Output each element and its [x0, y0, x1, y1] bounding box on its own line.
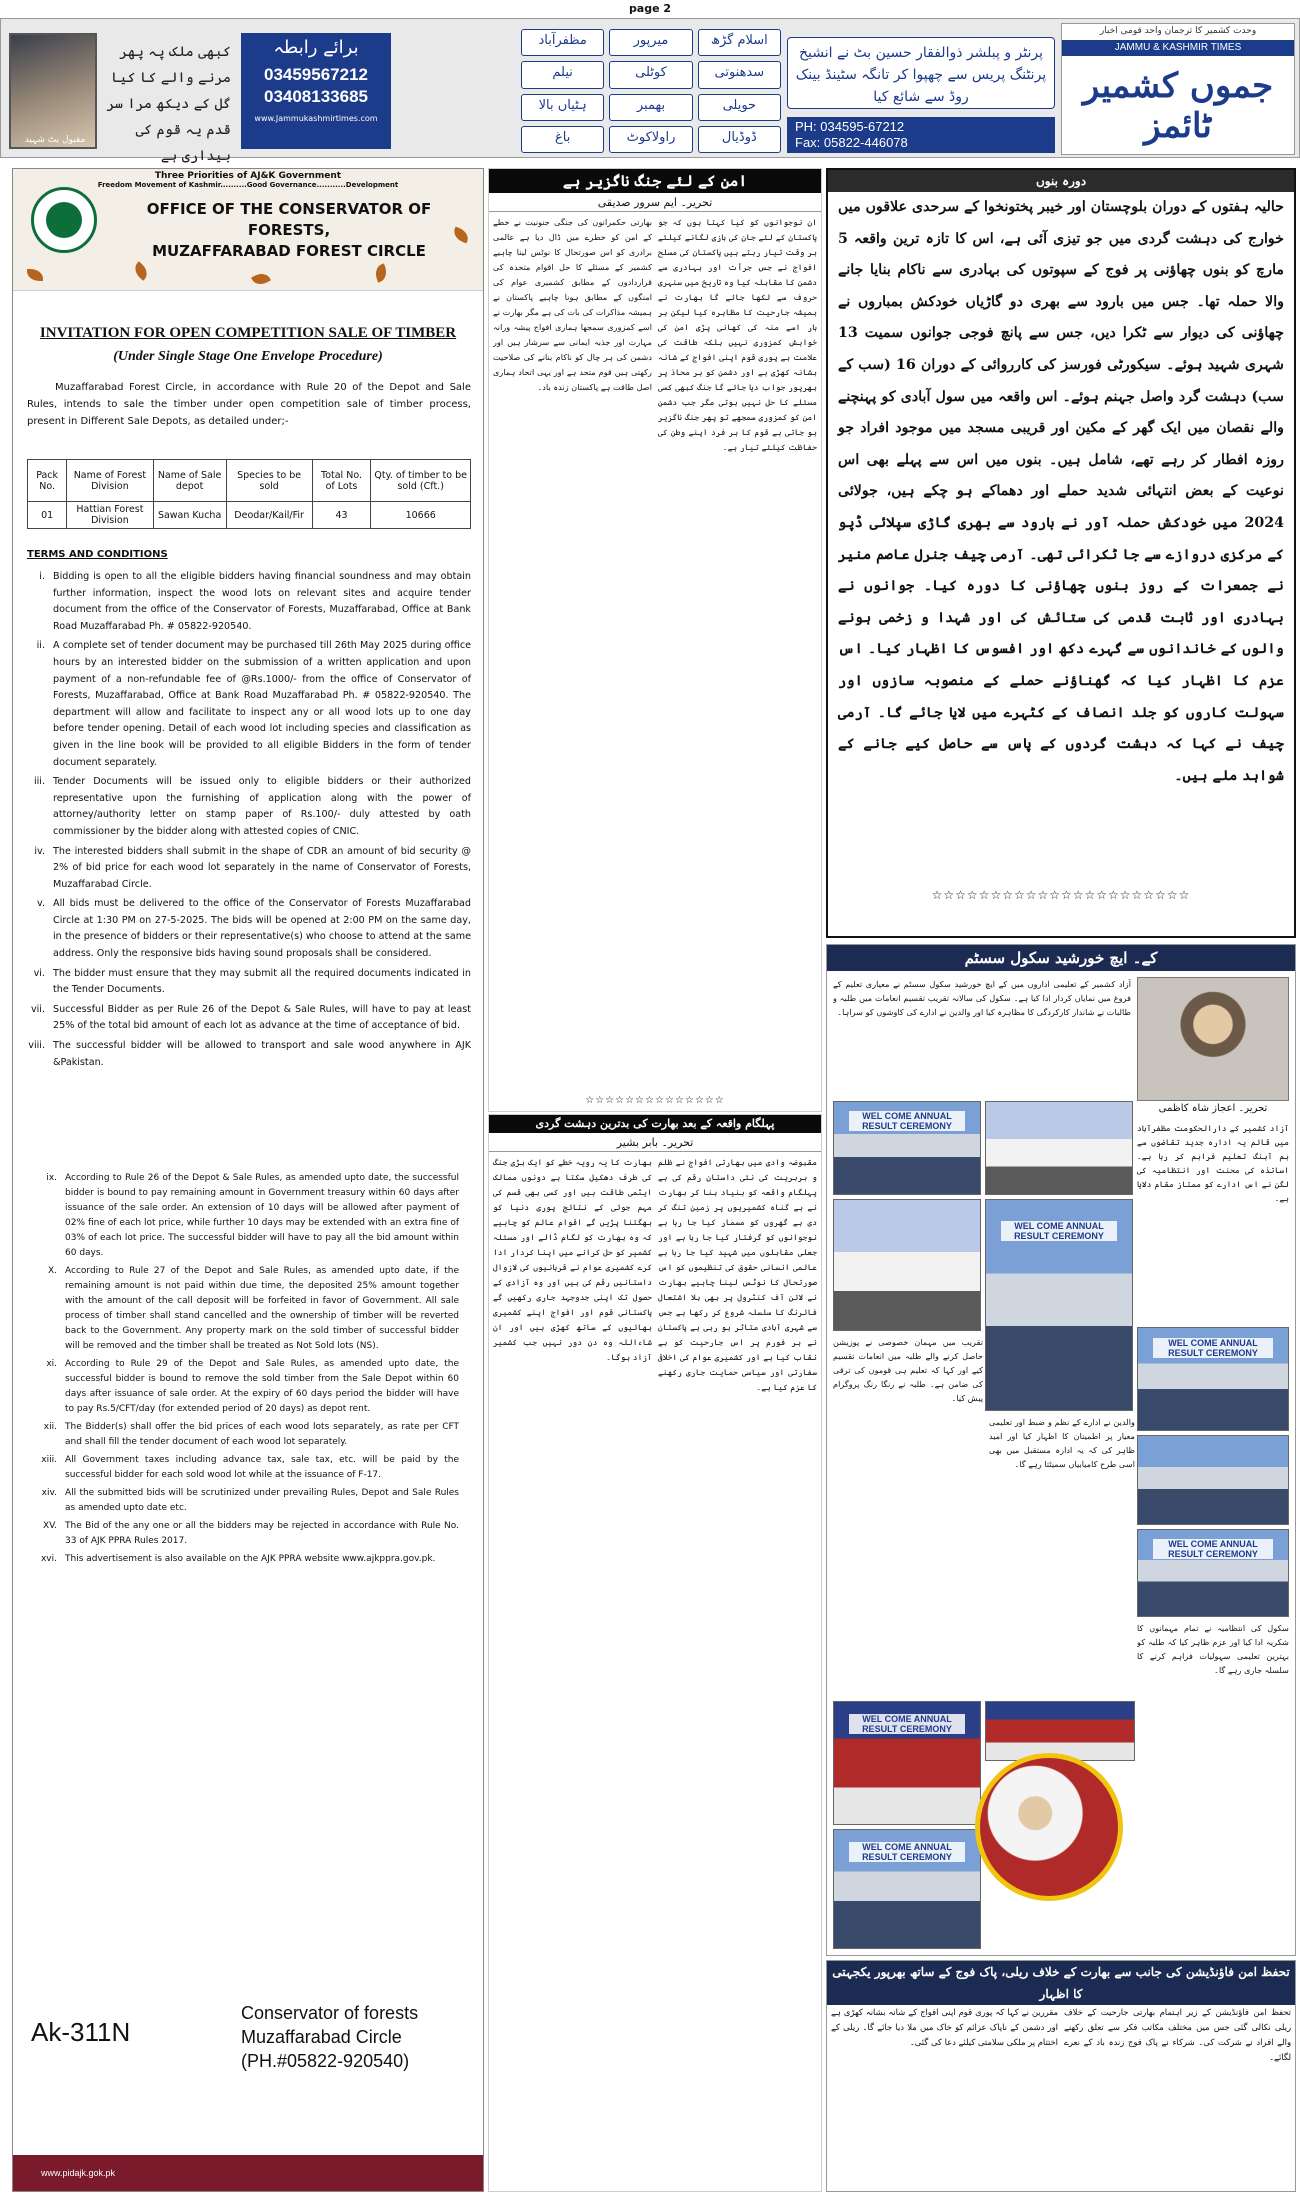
term-text: The Bid of the any one or all the bidders may be rejected in accordance with Rule No. 33 of AJK PPRA Rules 2017. — [65, 1521, 459, 1546]
article-peace-war — [488, 168, 822, 1112]
terms-list-continued — [39, 1171, 459, 1570]
signatory-line-1: Conservator of forests — [241, 2003, 419, 2023]
table-header-cell: Total No. of Lots — [312, 460, 371, 502]
article-column-left: بھارتی حکمرانوں کی جنگی جنونیت نے خطے کے امن کو خطرے میں ڈال دیا ہے عالمی برادری کو اس صورتحال کا نوٹس لینا چاہیے کشمیر کے مسئلے کا حل اقوام متحدہ کی قراردادوں کے مطابق کشمیری عوام کی امنگوں کے مطابق ہونا چاہیے پاکستان نے ہمیشہ مذاکرات کی بات کی ہے مگر بھارت نے اسے کمزوری سمجھا ہماری افواج پیشہ ورانہ مہارت اور جذبہ ایمانی سے سرشار ہیں اور دشمن کی ہر چال کو ناکام بنانے کی صلاحیت رکھتی ہیں قوم متحد ہے اور یہی اتحاد ہماری اصل طاقت ہے پاکستان زندہ باد۔ — [493, 217, 652, 392]
phone-line: PH: 034595-67212 — [795, 119, 905, 134]
term-number: v. — [37, 898, 45, 910]
ad-intro: Muzaffarabad Forest Circle, in accordance with Rule 20 of the Depot and Sale Rules, intends to sale the timber under open competition sale of timber process, present in Different Sale Depots, as detailed under;- — [27, 382, 471, 427]
term-text: The bidder must ensure that they may submit all the required documents indicated in the Tender Documents. — [53, 967, 471, 996]
terms-list — [27, 569, 471, 1074]
city-label: باغ — [521, 126, 604, 153]
term-text: The Bidder(s) shall offer the bid prices of each wood lots separately, as rate per CFT and shall fill the tender document of each wood lot separately. — [65, 1422, 459, 1447]
term-text: Bidding is open to all the eligible bidders having financial soundness and may obtain further information, inspect the wood lots on relevant sites and acquire tender document from the office of the Conservator of Forests, Muzaffarabad, Office at Bank Road Muzaffarabad Ph. # 05822-920540. — [53, 571, 471, 632]
leaf-icon — [251, 270, 271, 288]
city-label: حویلی — [698, 94, 781, 121]
table-cell: 43 — [312, 502, 371, 529]
term-text: This advertisement is also available on the AJK PPRA website www.ajkppra.gov.pk. — [65, 1554, 436, 1564]
city-label: اسلام گڑھ — [698, 29, 781, 56]
table-header-cell: Qty. of timber to be sold (Cft.) — [371, 460, 471, 502]
term-text: A complete set of tender document may be purchased till 26th May 2025 during office hours by an interested bidder on the submission of a written application and upon payment of a non-refundable fee of @Rs.1000/- from the office of Conservator of Forests, Muzaffarabad, Office at Bank Road Muzaffarabad Ph. # 05822-920540. The department will allow and facilitate to inspect any or all wood lots up to one day before tender opening. Detail of each wood lot including species and classification as given in the line book will be provided to all eligible Bidders in the form of tender document separately. — [53, 640, 471, 768]
term-item — [27, 896, 471, 962]
table-cell: Hattian Forest Division — [67, 502, 153, 529]
ceremony-photo — [985, 1199, 1133, 1411]
author-photo — [1137, 977, 1289, 1101]
term-item — [27, 569, 471, 635]
term-number: iii. — [33, 776, 45, 788]
city-label: سدھنوتی — [698, 61, 781, 88]
term-item — [39, 1264, 459, 1354]
term-number: xi. — [46, 1359, 57, 1369]
city-label: ڈوڈیال — [698, 126, 781, 153]
article-headline: تحفظ امن فاؤنڈیشن کی جانب سے بھارت کے خلاف ریلی، پاک فوج کے ساتھ بھرپور یکجہتی کا اظہار — [827, 1961, 1295, 2005]
ad-header — [13, 169, 483, 291]
article-headline: کے۔ ایچ خورشید سکول سسٹم — [827, 945, 1295, 971]
term-number: i. — [39, 571, 45, 582]
term-text: The successful bidder will be allowed to transport and sale wood anywhere in AJK &Pakistan. — [53, 1040, 471, 1068]
term-number: X. — [47, 1266, 57, 1276]
contact-phone-2: 03408133685 — [263, 87, 368, 106]
term-item — [39, 1171, 459, 1261]
article-column-left: مقررین نے کہا کہ پوری قوم اپنی افواج کے شانہ بشانہ کھڑی ہے اور دشمن کے ناپاک عزائم کو خاک میں ملا دیا جائے گا۔ ریلی کے اختتام پر ملکی سلامتی کیلئے دعا کی گئی۔ — [831, 2007, 1058, 2047]
government-seal-icon — [31, 187, 97, 253]
term-text: According to Rule 26 of the Depot & Sale Rules, as amended upto date, the successful bidder is bound to pay remaining amount in Government treasury within 60 days after issuance of the sale order. An extension of 10 days will be allowed after payment of 02% fine of each lot price, while further 10 days may be extended with an extra fine of 03% of each lot price. The successful bidder will have to pay all the bid amount within 60 days. — [65, 1173, 459, 1258]
term-text: All bids must be delivered to the office of the Conservator of Forests Muzaffarabad Circle at 1:30 PM on 27-5-2025. The bids will be opened at 2:00 PM on the same day, in the presence of bidders or their representative(s) who choose to attend at the same address. Only the responsive bids having sound proposals shall be considered. — [53, 898, 471, 960]
table-header-cell: Name of Sale depot — [153, 460, 226, 502]
table-header-cell: Species to be sold — [226, 460, 312, 502]
article-column-right: ان نوجوانوں کو کیا کہتا ہوں کہ جو پاکستان کے لئے جان کی بازی لگانے کیلئے ہر وقت تیار رہتے ہیں پاکستان کی مسلح افواج نے جس جرأت اور بہادری سے دشمن کا مقابلہ کیا وہ تاریخ میں سنہری حروف سے لکھا جائے گا بھارت نے ہمیشہ جارحیت کا مظاہرہ کیا لیکن ہر بار اسے منہ کی کھانی پڑی امن کی خواہش کمزوری نہیں بلکہ طاقت کی علامت ہے پوری قوم اپنی افواج کے شانہ بشانہ کھڑی ہے اور دشمن کو ہر محاذ پر بھرپور جواب دیا جائے گا جنگ کبھی کسی مسئلے کا حل نہیں ہوتی مگر جب دشمن امن کو کمزوری سمجھے تو پھر جنگ ناگزیر ہو جاتی ہے قوم کا ہر فرد اپنے وطن کی حفاظت کیلئے تیار ہے۔ — [658, 217, 817, 452]
article-headline: پہلگام واقعہ کے بعد بھارت کی بدترین دہشت گردی — [489, 1115, 821, 1133]
ceremony-photo — [833, 1101, 981, 1195]
article-end-stars: ☆☆☆☆☆☆☆☆☆☆☆☆☆☆ — [585, 1095, 725, 1106]
term-item — [27, 1038, 471, 1071]
term-number: xiii. — [41, 1455, 57, 1465]
term-item — [27, 1002, 471, 1035]
term-number: xvi. — [40, 1554, 57, 1564]
term-number: XV. — [42, 1521, 57, 1531]
photo-banner: WEL COME ANNUAL RESULT CEREMONY — [1001, 1221, 1118, 1241]
article-byline: تحریر۔ ایم سرور صدیقی — [489, 196, 821, 212]
table-row — [28, 502, 471, 529]
city-label: راولاکوٹ — [609, 126, 692, 153]
page-number: page 2 — [628, 2, 672, 15]
term-item — [27, 844, 471, 894]
ad-signatory — [241, 2001, 418, 2073]
city-label: بھمبر — [609, 94, 692, 121]
terms-heading: TERMS AND CONDITIONS — [27, 549, 168, 560]
contact-title: برائے رابطہ — [273, 37, 359, 58]
portrait-caption: مقبول بٹ شہید — [24, 135, 86, 145]
table-cell: 01 — [28, 502, 67, 529]
office-line-1: OFFICE OF THE CONSERVATOR OF FORESTS, — [146, 200, 432, 239]
printer-notice: پرنٹر و پبلشر ذوالفقار حسین بٹ نے انشیخ پرنٹنگ پریس سے چھپوا کر تانگہ سٹینڈ بینک روڈ سے شائع کیا — [787, 37, 1055, 109]
term-number: xiv. — [41, 1488, 57, 1498]
article-school-system — [826, 944, 1296, 1956]
article-byline: تحریر۔ بابر بشیر — [489, 1136, 821, 1152]
article-text-right-2: سکول کی انتظامیہ نے تمام مہمانوں کا شکریہ ادا کیا اور عزم ظاہر کیا کہ طلبہ کو بہترین تعلیمی سہولیات فراہم کرنے کا سلسلہ جاری رہے گا۔ — [1137, 1623, 1289, 1675]
term-number: viii. — [28, 1040, 45, 1052]
article-headline: دورہ بنوں — [828, 170, 1294, 192]
term-number: iv. — [34, 845, 45, 857]
signatory-line-3: (PH.#05822-920540) — [241, 2051, 410, 2071]
photo-banner: WEL COME ANNUAL RESULT CEREMONY — [849, 1842, 966, 1862]
ceremony-photo — [985, 1101, 1133, 1195]
award-photo-circle — [975, 1753, 1123, 1901]
table-cell: Sawan Kucha — [153, 502, 226, 529]
masthead-portrait — [9, 33, 97, 149]
term-number: vi. — [33, 967, 45, 979]
photo-banner: WEL COME ANNUAL RESULT CEREMONY — [1153, 1539, 1273, 1559]
fax-line: Fax: 05822-446078 — [795, 135, 908, 150]
priorities-title: Three Priorities of AJ&K Government — [154, 171, 342, 181]
footer-website[interactable]: www.pidajk.gok.pk — [41, 2168, 116, 2178]
term-item — [39, 1519, 459, 1549]
ad-reference-code: Ak-311N — [31, 2017, 131, 2047]
table-header-cell: Name of Forest Division — [67, 460, 153, 502]
city-list — [521, 29, 781, 153]
ad-title: INVITATION FOR OPEN COMPETITION SALE OF TIMBER — [39, 325, 457, 341]
signatory-line-2: Muzaffarabad Circle — [241, 2027, 402, 2047]
city-label: ہٹیاں بالا — [521, 94, 604, 121]
photo-banner: WEL COME ANNUAL RESULT CEREMONY — [849, 1714, 966, 1734]
term-item — [39, 1552, 459, 1567]
table-header-cell: Pack No. — [28, 460, 67, 502]
article-text-top: آزاد کشمیر کے تعلیمی اداروں میں کے ایچ خورشید سکول سسٹم نے معیاری تعلیم کے فروغ میں نمایاں کردار ادا کیا ہے۔ سکول کی سالانہ تقریب تقسیم انعامات میں طلبہ و طالبات نے شاندار کارکردگی کا مظاہرہ کیا اور والدین نے ادارے کی کاوشوں کو سراہا۔ — [833, 979, 1131, 1017]
ceremony-photo — [1137, 1435, 1289, 1525]
office-line-2: MUZAFFARABAD FOREST CIRCLE — [152, 242, 426, 260]
ad-subtitle: (Under Single Stage One Envelope Procedure) — [113, 349, 383, 364]
office-name — [109, 199, 469, 262]
contact-box — [241, 33, 391, 149]
article-author: تحریر۔ اعجاز شاہ کاظمی — [1158, 1103, 1268, 1114]
term-text: The interested bidders shall submit in the shape of CDR an amount of bid security @ 2% of bid price for each wood lot separately in the name of Conservator of Forests, Muzaffarabad Circle. — [53, 845, 471, 890]
ceremony-photo — [833, 1701, 981, 1825]
article-bannu-visit — [826, 168, 1296, 938]
term-number: xii. — [43, 1422, 57, 1432]
city-label: کوٹلی — [609, 61, 692, 88]
contact-phone-1: 03459567212 — [263, 65, 368, 84]
term-text: According to Rule 27 of the Depot and Sale Rules, as amended upto date, if the remaining amount is not paid within due time, the deposited 25% amount together with the amount of the call deposit will be forfeited in favor of Government. All sale process of timber shall stand cancelled and the ownership of timber will be reverted back to the Government. Any property mark on the sold timber of successful bidder will be removed and the timber shall be treated as Not Sold lots (NS). — [65, 1266, 459, 1351]
phone-fax-box — [787, 117, 1055, 153]
article-text-right: آزاد کشمیر کے دارالحکومت مظفرآباد میں قائم یہ ادارہ جدید تقاضوں سے ہم آہنگ تعلیم فراہم کر رہا ہے۔ اساتذہ کی محنت اور انتظامیہ کی لگن نے اس ادارے کو ممتاز مقام دلایا ہے۔ — [1137, 1123, 1289, 1203]
article-pahalgam — [488, 1114, 822, 2192]
article-column-left: بھارت کا یہ رویہ خطے کو ایک بڑی جنگ کی طرف دھکیل سکتا ہے دونوں ممالک ایٹمی طاقت ہیں اور کسی بھی قسم کی مہم جوئی کے نتائج پوری دنیا کو بھگتنا پڑیں گے اقوام عالم کو چاہیے کہ وہ بھارت کو لگام ڈالے اور مسئلہ کشمیر کو حل کرانے میں اپنا کردار ادا کرے کشمیری عوام نے قربانیوں کی لازوال داستانیں رقم کی ہیں اور وہ آزادی کے حصول تک اپنی جدوجہد جاری رکھیں گے پاکستانی قوم اور افواج اپنے کشمیری بھائیوں کے ساتھ کھڑی ہیں اور ان شاءاللہ وہ دن دور نہیں جب کشمیر آزاد ہوگا۔ — [493, 1157, 652, 1362]
article-column-right: مقبوضہ وادی میں بھارتی افواج نے ظلم و بربریت کی نئی داستان رقم کی ہے پہلگام واقعہ کو بنیاد بنا کر بھارت نے بے گناہ کشمیریوں پر زمین تنگ کر دی ہے گھروں کو مسمار کیا جا رہا ہے نوجوانوں کو گرفتار کیا جا رہا ہے اور جعلی مقابلوں میں شہید کیا جا رہا ہے عالمی انسانی حقوق کی تنظیموں کو اس صورتحال کا نوٹس لینا چاہیے بھارت نے لائن آف کنٹرول پر بھی بلا اشتعال فائرنگ کا سلسلہ شروع کر رکھا ہے جس سے شہری آبادی متاثر ہو رہی ہے پاکستان نے ہر فورم پر اس جارحیت کو بے نقاب کیا ہے اور کشمیری عوام کی اخلاقی سفارتی اور سیاسی حمایت جاری رکھنے کا عزم کیا ہے۔ — [658, 1157, 817, 1392]
table-cell: 10666 — [371, 502, 471, 529]
ceremony-photo — [985, 1701, 1135, 1761]
term-number: ix. — [46, 1173, 57, 1183]
photo-banner: WEL COME ANNUAL RESULT CEREMONY — [849, 1111, 966, 1131]
article-headline: امن کے لئے جنگ ناگزیر ہے — [489, 169, 821, 193]
contact-website[interactable]: www.Jammukashmirtimes.com — [254, 114, 378, 123]
ad-footer — [13, 2155, 483, 2191]
lot-table — [27, 459, 471, 529]
term-number: ii. — [36, 640, 45, 652]
term-item — [39, 1486, 459, 1516]
term-text: Successful Bidder as per Rule 26 of the Depot & Sale Rules, will have to pay at least 25% of the total bid amount of each lot as advance at the time of acceptance of bid. — [53, 1003, 471, 1032]
ceremony-photo — [1137, 1529, 1289, 1617]
term-item — [39, 1453, 459, 1483]
photo-banner: WEL COME ANNUAL RESULT CEREMONY — [1153, 1338, 1273, 1358]
article-text-middle: تقریب میں مہمان خصوصی نے پوزیشن حاصل کرنے والے طلبہ میں انعامات تقسیم کیے اور کہا کہ تعلیم ہی قوموں کی ترقی کی ضامن ہے۔ طلبہ نے رنگا رنگ پروگرام پیش کیا۔ — [833, 1337, 983, 1403]
masthead-poetry: کبھی ملک پہ پھر مرنے والے کا کیا گل کے دیکھ مرا سر قدم یہ قوم کی بیداری ہے — [106, 44, 231, 164]
timber-sale-advertisement — [12, 168, 484, 2192]
ceremony-photo — [1137, 1327, 1289, 1431]
article-column-right: تحفظ امن فاؤنڈیشن کے زیر اہتمام بھارتی جارحیت کے خلاف ریلی نکالی گئی جس میں مختلف مکاتب فکر سے تعلق رکھنے والے افراد نے شرکت کی۔ شرکاء نے پاک فوج زندہ باد کے نعرے لگائے۔ — [1064, 2007, 1291, 2062]
term-text: All Government taxes including advance tax, sale tax, etc. will be paid by the successful bidder for each sold wood lot while at the issuance of F-17. — [65, 1455, 459, 1480]
term-text: Tender Documents will be issued only to eligible bidders or their authorized representative upon the furnishing of application along with the power of attorney/authority letter on stamp paper of Rs.100/- duly attested by oath commissioner by the bidder along with attested copies of CNIC. — [53, 776, 471, 837]
term-number: vii. — [30, 1003, 45, 1015]
brand-strip: JAMMU & KASHMIR TIMES — [1062, 40, 1294, 56]
masthead — [0, 18, 1300, 164]
article-body: حالیہ ہفتوں کے دوران بلوچستان اور خیبر پختونخوا کے سرحدی علاقوں میں خوارج کی دہشت گردی میں جو تیزی آئی ہے، اس کا تازہ ترین واقعہ 5 مارچ کو بنوں چھاؤنی پر فوج کے سپوتوں کی بہادری سے ناکام بنایا جانے والا حملہ تھا۔ جس میں بارود سے بھری دو گاڑیاں خودکش بمباروں نے چھاؤنی کی دیوار سے ٹکرا دیں، جس سے پانچ فوجی جوانوں سمیت 13 شہری شہید ہوئے۔ سیکورٹی فورسز کی کارروائی کے دوران 16 (سب کے سب) دہشت گرد واصل جہنم ہوئے۔ اس واقعہ میں سول آبادی کو پہنچنے والے نقصان میں ایک گھر کے مکین اور قریبی مسجد میں موجود افراد جو روزہ افطار کر رہے تھے، شامل ہیں۔ بنوں میں اس سے پہلے بھی اس نوعیت کے بعض انتہائی شدید حملے اور دھماکے ہو چکے ہیں، جولائی 2024 میں خودکش حملہ آور نے بارود سے بھری گاڑی سپلائی ڈپو کے مرکزی دروازے سے جا ٹکرائی تھی۔ آرمی چیف جنرل عاصم منیر نے جمعرات کے روز بنوں چھاؤنی کا دورہ کیا۔ جوانوں نے بہادری اور ثابت قدمی کی ستائش کی اور شہدا و زخمی ہونے والوں کے خاندانوں سے گہرے دکھ اور افسوس کا اظہار کیا۔ اس عزم کا اظہار کیا کہ گھناؤنے حملے کے منصوبہ سازوں اور سہولت کاروں کو جلد انصاف کے کٹہرے میں لایا جائے گا۔ آرمی چیف نے کہا کہ دہشت گردوں کے پاس سے حاصل کیے جانے کے شواہد ملے ہیں۔ — [838, 199, 1284, 784]
term-item — [27, 638, 471, 771]
term-item — [39, 1357, 459, 1417]
term-text: According to Rule 29 of the Depot and Sale Rules, as amended upto date, the successful bidder is bound to remove the sold timber from the Sale Depot within 60 days after issuance of sale order. At the expiry of 60 days period the bidder will have to pay Rs.5/CFT/day (for extended period of 20 days) as depot rent. — [65, 1359, 459, 1414]
leaf-icon — [373, 263, 390, 282]
ceremony-photo — [833, 1199, 981, 1331]
article-rally — [826, 1960, 1296, 2192]
city-label: مظفرآباد — [521, 29, 604, 56]
term-text: All the submitted bids will be scrutinized under prevailing Rules, Depot and Sale Rules as amended upto date etc. — [65, 1488, 459, 1513]
priorities-subtitle: Freedom Movement of Kashmir..........Good Governance...........Development — [97, 181, 399, 189]
ceremony-photo — [833, 1829, 981, 1949]
term-item — [39, 1420, 459, 1450]
table-cell: Deodar/Kail/Fir — [226, 502, 312, 529]
city-label: نیلم — [521, 61, 604, 88]
term-item — [27, 966, 471, 999]
leaf-icon — [27, 269, 43, 281]
newspaper-brand — [1061, 23, 1295, 155]
brand-title: جموں کشمیر ٹائمز — [1082, 66, 1274, 146]
brand-tagline: وحدت کشمیر کا ترجمان واحد قومی اخبار — [1099, 26, 1257, 36]
article-end-stars: ☆☆☆☆☆☆☆☆☆☆☆☆☆☆☆☆☆☆☆☆☆☆ — [931, 888, 1191, 902]
term-item — [27, 774, 471, 840]
article-text-middle-2: والدین نے ادارے کے نظم و ضبط اور تعلیمی معیار پر اطمینان کا اظہار کیا اور امید ظاہر کی کہ یہ ادارہ مستقبل میں بھی اسی طرح کامیابیاں سمیٹتا رہے گا۔ — [989, 1417, 1135, 1469]
city-label: میرپور — [609, 29, 692, 56]
leaf-icon — [131, 261, 151, 280]
